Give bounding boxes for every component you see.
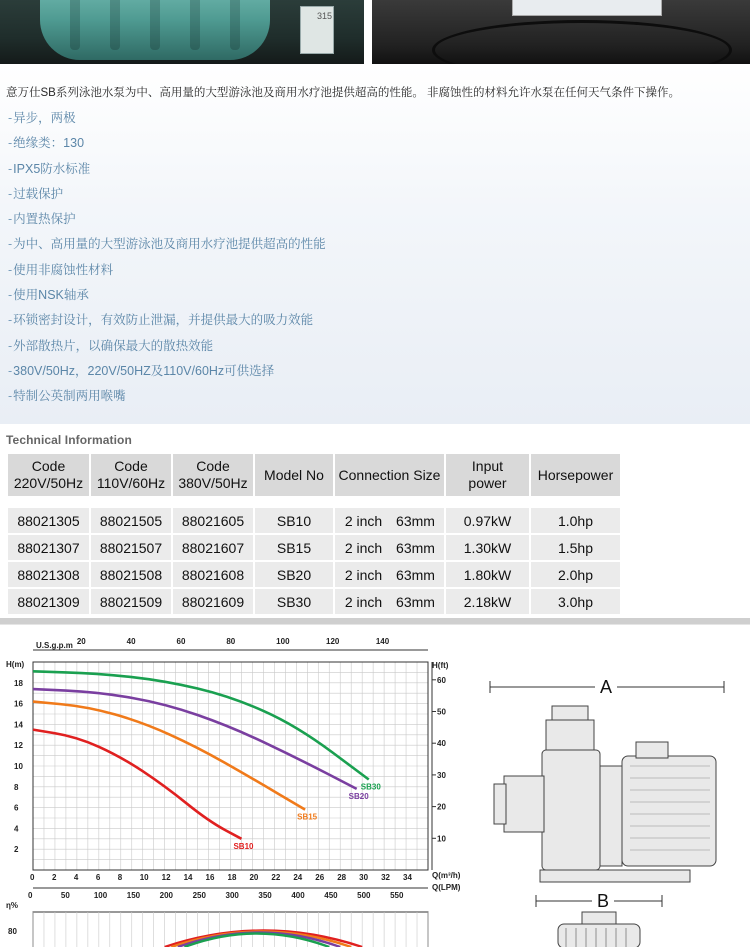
conn-inch: 2 inch <box>344 512 383 529</box>
pump-front-view <box>558 912 640 947</box>
lpm-tick-label: 150 <box>126 891 141 900</box>
usgpm-tick-label: 20 <box>76 637 86 646</box>
section-divider-line <box>0 624 750 625</box>
x-tick-label: 2 <box>51 873 57 882</box>
feature-text: 380V/50Hz，220V/50HZ及110V/60Hz可供选择 <box>13 363 275 378</box>
bullet-dash: - <box>8 338 13 353</box>
table-row <box>8 562 620 587</box>
pump-inlet <box>504 776 544 832</box>
conn-inch: 2 inch <box>344 566 383 583</box>
cell-code380: 88021609 <box>173 589 253 614</box>
right-tick-label: 10 <box>437 834 446 844</box>
feature-item <box>8 186 326 211</box>
curve-label: SB20 <box>348 791 369 801</box>
header-code-110 <box>91 454 171 496</box>
feature-item <box>8 135 326 160</box>
bullet-dash: - <box>8 262 13 277</box>
y-axis-label: H(m) <box>6 660 25 669</box>
x-tick-label: 10 <box>139 873 149 882</box>
feature-item <box>8 363 326 388</box>
y-tick-label: 6 <box>14 803 19 813</box>
right-tick-label: 30 <box>437 770 446 780</box>
cell-power: 1.30kW <box>446 535 529 560</box>
y-tick-label: 8 <box>14 782 19 792</box>
cell-code220: 88021308 <box>8 562 89 587</box>
performance-curve-chart <box>0 626 480 947</box>
right-tick-label: 40 <box>437 739 446 749</box>
info-plate <box>512 0 662 16</box>
feature-text: 使用NSK轴承 <box>13 288 89 303</box>
header-connection: Connection Size <box>335 454 444 496</box>
cell-hp: 2.0hp <box>531 562 620 587</box>
y-tick-label: 10 <box>14 762 23 771</box>
conn-inch: 2 inch <box>344 539 383 556</box>
right-tick-label: 20 <box>437 802 446 812</box>
header-input-power <box>446 454 529 496</box>
feature-text: 绝缘类：130 <box>13 136 85 151</box>
cell-connection <box>335 535 444 560</box>
pump-dimension-drawing <box>480 626 750 947</box>
pump-side-view <box>494 706 716 882</box>
lpm-axis-label: Q(LPM) <box>432 883 461 892</box>
cell-power: 0.97kW <box>446 508 529 533</box>
lpm-tick-label: 450 <box>324 891 338 900</box>
feature-text: 为中、高用量的大型游泳池及商用水疗池提供超高的性能 <box>13 237 326 252</box>
feature-item <box>8 236 326 261</box>
usgpm-tick-label: 80 <box>226 637 236 646</box>
cell-code110: 88021507 <box>91 535 171 560</box>
conn-mm: 63mm <box>396 539 435 556</box>
lpm-tick-label: 100 <box>93 891 108 900</box>
cell-model: SB30 <box>255 589 333 614</box>
bullet-dash: - <box>8 389 13 404</box>
cell-model: SB20 <box>255 562 333 587</box>
pump-basket-housing <box>542 750 600 870</box>
cell-code380: 88021605 <box>173 508 253 533</box>
header-line: Input <box>471 458 504 474</box>
header-line: power <box>468 475 507 491</box>
table-header-row <box>8 454 620 496</box>
y-tick-label: 16 <box>14 699 23 709</box>
x-tick-label: 26 <box>315 873 325 882</box>
pump-lid <box>546 720 594 750</box>
cell-model: SB15 <box>255 535 333 560</box>
cell-connection <box>335 508 444 533</box>
bullet-dash: - <box>8 186 13 201</box>
feature-item <box>8 211 326 236</box>
usgpm-tick-label: 140 <box>375 637 390 646</box>
pump-detail-photo <box>372 0 750 64</box>
spec-table <box>6 452 622 616</box>
header-model: Model No <box>255 454 333 496</box>
usgpm-tick-label: 120 <box>326 637 340 646</box>
pump-motor <box>622 756 716 866</box>
feature-item <box>8 262 326 287</box>
technical-info-title: Technical Information <box>6 433 132 447</box>
table-row <box>8 535 620 560</box>
curve-label: SB10 <box>233 841 254 851</box>
dim-b-label: B <box>596 891 610 911</box>
bullet-dash: - <box>8 237 13 252</box>
front-lid-cap <box>582 912 616 924</box>
curve-sb10 <box>33 730 241 839</box>
lpm-tick-label: 200 <box>159 891 174 900</box>
feature-item <box>8 161 326 186</box>
table-row <box>8 589 620 614</box>
feature-text: 特制公英制两用喉嘴 <box>13 389 126 404</box>
x-tick-label: 18 <box>227 873 237 882</box>
motor-fin <box>150 0 160 50</box>
y-tick-label: 12 <box>14 741 23 751</box>
motor-fin <box>70 0 80 50</box>
dim-a-label: A <box>599 677 613 697</box>
feature-item <box>8 388 326 413</box>
feature-text: 环锁密封设计，有效防止泄漏，并提供最大的吸力效能 <box>13 313 314 328</box>
bullet-dash: - <box>8 111 13 125</box>
bullet-dash: - <box>8 212 13 227</box>
right-axis-label: H(ft) <box>432 661 449 670</box>
pump-inlet-union <box>494 784 506 824</box>
x-tick-label: 22 <box>271 873 281 882</box>
cell-hp: 3.0hp <box>531 589 620 614</box>
lpm-tick-label: 250 <box>192 891 206 900</box>
x-tick-label: 24 <box>293 873 303 882</box>
lpm-tick-label: 300 <box>225 891 239 900</box>
cell-code220: 88021309 <box>8 589 89 614</box>
cell-connection <box>335 562 444 587</box>
motor-fin <box>230 0 240 50</box>
header-line: 380V/50Hz <box>178 475 248 491</box>
right-tick-label: 50 <box>437 707 446 717</box>
header-line: 110V/60Hz <box>96 475 166 491</box>
motor-terminal-box <box>636 742 668 758</box>
motor-nameplate-text: 315 <box>317 11 333 21</box>
motor-fin <box>190 0 200 50</box>
x-tick-label: 4 <box>73 873 79 882</box>
header-line: Code <box>114 458 148 474</box>
x-tick-label: 34 <box>403 873 412 882</box>
feature-text: IPX5防水标准 <box>13 161 91 176</box>
efficiency-tick-label: 80 <box>8 927 17 936</box>
header-line: Code <box>196 458 230 474</box>
header-line: Code <box>31 458 66 474</box>
header-horsepower: Horsepower <box>531 454 620 496</box>
x-tick-label: 0 <box>30 873 35 882</box>
cell-model: SB10 <box>255 508 333 533</box>
cable <box>432 20 732 64</box>
y-tick-label: 18 <box>14 678 23 688</box>
x-tick-label: 12 <box>161 873 171 882</box>
x-tick-label: 8 <box>117 873 123 882</box>
header-line: 220V/50Hz <box>13 475 84 491</box>
feature-item <box>8 287 326 312</box>
table-spacer-cell <box>8 498 620 506</box>
usgpm-tick-label: 60 <box>176 637 186 646</box>
motor-nameplate <box>300 6 334 54</box>
x-tick-label: 20 <box>249 873 259 882</box>
header-code-380 <box>173 454 253 496</box>
feature-item <box>8 110 326 135</box>
usgpm-axis-label: U.S.g.p.m <box>36 641 73 650</box>
cell-code110: 88021509 <box>91 589 171 614</box>
cell-power: 1.80kW <box>446 562 529 587</box>
cell-power: 2.18kW <box>446 589 529 614</box>
efficiency-axis-label: η% <box>6 901 18 910</box>
cell-code110: 88021505 <box>91 508 171 533</box>
feature-text: 异步，两极 <box>13 111 76 125</box>
bullet-dash: - <box>8 136 13 151</box>
lpm-tick-label: 500 <box>357 891 371 900</box>
feature-text: 过载保护 <box>13 186 64 201</box>
cell-code110: 88021508 <box>91 562 171 587</box>
cell-hp: 1.5hp <box>531 535 620 560</box>
lpm-tick-label: 350 <box>258 891 272 900</box>
feature-list <box>8 110 326 414</box>
header-code-220 <box>8 454 89 496</box>
cell-connection <box>335 589 444 614</box>
lpm-tick-label: 550 <box>390 891 404 900</box>
table-row <box>8 508 620 533</box>
x-axis-label: Q(m³/h) <box>432 871 461 880</box>
bullet-dash: - <box>8 288 13 303</box>
feature-item <box>8 312 326 337</box>
conn-mm: 63mm <box>396 566 435 583</box>
photo-divider <box>364 0 372 64</box>
lpm-tick-label: 400 <box>291 891 305 900</box>
bullet-dash: - <box>8 161 13 176</box>
table-spacer <box>8 498 620 506</box>
y-tick-label: 4 <box>14 824 19 834</box>
feature-text: 内置热保护 <box>13 212 76 227</box>
conn-inch: 2 inch <box>344 593 383 610</box>
y-tick-label: 2 <box>14 845 19 855</box>
x-tick-label: 6 <box>95 873 101 882</box>
conn-mm: 63mm <box>396 593 435 610</box>
right-tick-label: 60 <box>437 675 446 685</box>
pump-lid-cap <box>552 706 588 720</box>
bullet-dash: - <box>8 363 13 378</box>
cell-code220: 88021305 <box>8 508 89 533</box>
lpm-tick-label: 0 <box>28 891 33 900</box>
feature-text: 外部散热片，以确保最大的散热效能 <box>13 338 214 353</box>
x-tick-label: 28 <box>337 873 347 882</box>
cell-code220: 88021307 <box>8 535 89 560</box>
product-intro: 意万仕SB系列泳池水泵为中、高用量的大型游泳池及商用水疗池提供超高的性能。 非腐蚀性的材料允许水泵在任何天气条件下操作。 <box>6 87 681 99</box>
cell-hp: 1.0hp <box>531 508 620 533</box>
pump-motor-photo <box>0 0 364 64</box>
motor-fin <box>110 0 120 50</box>
x-tick-label: 16 <box>205 873 215 882</box>
lpm-tick-label: 50 <box>60 891 70 900</box>
curve-label: SB30 <box>360 782 381 792</box>
y-tick-label: 14 <box>14 720 23 730</box>
front-lid <box>558 924 640 947</box>
pump-base <box>540 870 690 882</box>
pump-volute <box>600 766 622 866</box>
cell-code380: 88021607 <box>173 535 253 560</box>
x-tick-label: 14 <box>183 873 193 882</box>
usgpm-tick-label: 40 <box>126 637 136 646</box>
feature-item <box>8 338 326 363</box>
bullet-dash: - <box>8 313 13 328</box>
usgpm-tick-label: 100 <box>276 637 290 646</box>
feature-text: 使用非腐蚀性材料 <box>13 262 114 277</box>
product-photo-strip <box>0 0 750 64</box>
x-tick-label: 30 <box>359 873 369 882</box>
conn-mm: 63mm <box>396 512 435 529</box>
cell-code380: 88021608 <box>173 562 253 587</box>
curve-label: SB15 <box>297 812 318 822</box>
x-tick-label: 32 <box>381 873 391 882</box>
